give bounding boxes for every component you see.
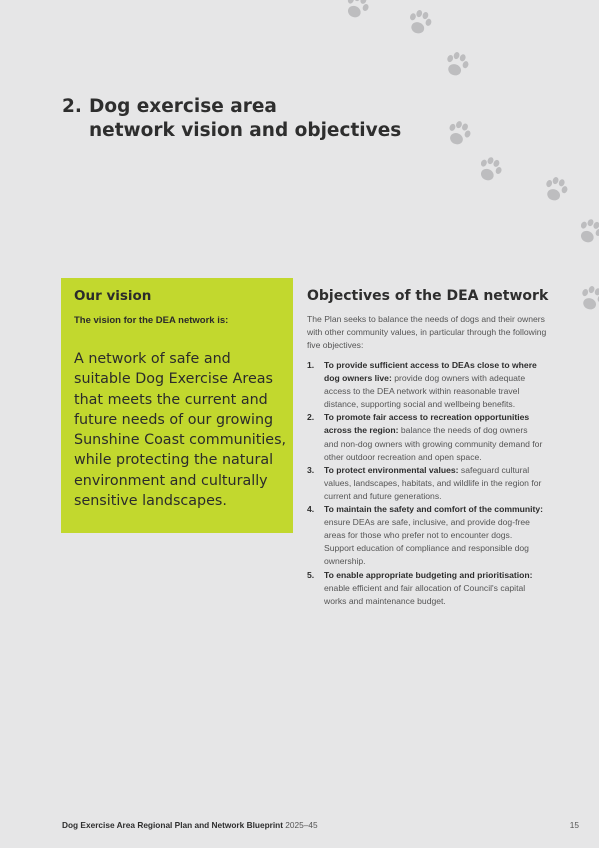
- footer-title: Dog Exercise Area Regional Plan and Network Blueprint: [62, 820, 283, 830]
- objective-text: balance the needs of dog owners and non-dog owners with growing community demand for other outdoor recreation and open space.: [324, 425, 543, 462]
- vision-statement: A network of safe and suitable Dog Exercise Areas that meets the current and future needs of our growing Sunshine Coast communities, while protecting the natural environment and culturally sensitive landscapes.: [74, 351, 287, 510]
- objective-title: To enable appropriate budgeting and prioritisation:: [324, 569, 533, 580]
- objective-number: 5.: [307, 569, 315, 580]
- objective-item: [307, 464, 543, 503]
- paw-print-icon: [443, 50, 472, 79]
- objective-text: safeguard cultural values, landscapes, habitats, and wildlife in the region for current and future generations.: [324, 464, 542, 501]
- objective-text: ensure DEAs are safe, inclusive, and provide dog-free areas for those who prefer not to encounter dogs. Support education of compliance and responsible dog ownership.: [324, 517, 530, 567]
- paw-print-icon: [578, 284, 599, 313]
- paw-print-icon: [475, 154, 505, 184]
- paw-print-icon: [406, 8, 434, 37]
- footer-years: 2025–45: [283, 820, 318, 830]
- paw-print-icon: [342, 0, 372, 21]
- objective-number: 3.: [307, 464, 315, 475]
- objective-text: provide dog owners with adequate access to the DEA network within reasonable travel distance, supporting social and wellbeing benefits.: [324, 373, 526, 410]
- objective-title: To provide sufficient access to DEAs close to where dog owners live:: [324, 360, 537, 384]
- vision-box: [61, 278, 293, 533]
- section-number: 2.: [62, 96, 82, 117]
- objective-item: [307, 411, 543, 463]
- objective-item: [307, 359, 543, 411]
- objective-item: [307, 503, 543, 568]
- objective-number: 1.: [307, 360, 315, 370]
- objectives-heading: Objectives of the DEA network: [307, 288, 549, 304]
- objectives-list: [307, 359, 543, 608]
- footer-document-title: [62, 820, 318, 830]
- vision-subheading: The vision for the DEA network is:: [74, 315, 229, 326]
- page-title-line1: Dog exercise area: [89, 96, 277, 117]
- objective-title: To maintain the safety and comfort of the community:: [324, 504, 543, 515]
- objective-title: To protect environmental values:: [324, 464, 459, 475]
- objective-number: 2.: [307, 412, 315, 423]
- objective-item: [307, 569, 543, 608]
- page-title-line2: network vision and objectives: [89, 120, 402, 141]
- paw-print-icon: [575, 216, 599, 246]
- vision-heading: Our vision: [74, 288, 152, 304]
- paw-print-icon: [444, 118, 473, 148]
- objectives-intro: The Plan seeks to balance the needs of dogs and their owners with other community values, in particular through the following five objectives:: [307, 314, 547, 350]
- objective-title: To promote fair access to recreation opportunities across the region:: [324, 412, 530, 436]
- objective-text: enable efficient and fair allocation of Council's capital works and maintenance budget.: [324, 582, 526, 606]
- page-number: 15: [569, 820, 579, 830]
- objective-number: 4.: [307, 504, 315, 515]
- paw-print-icon: [542, 175, 571, 204]
